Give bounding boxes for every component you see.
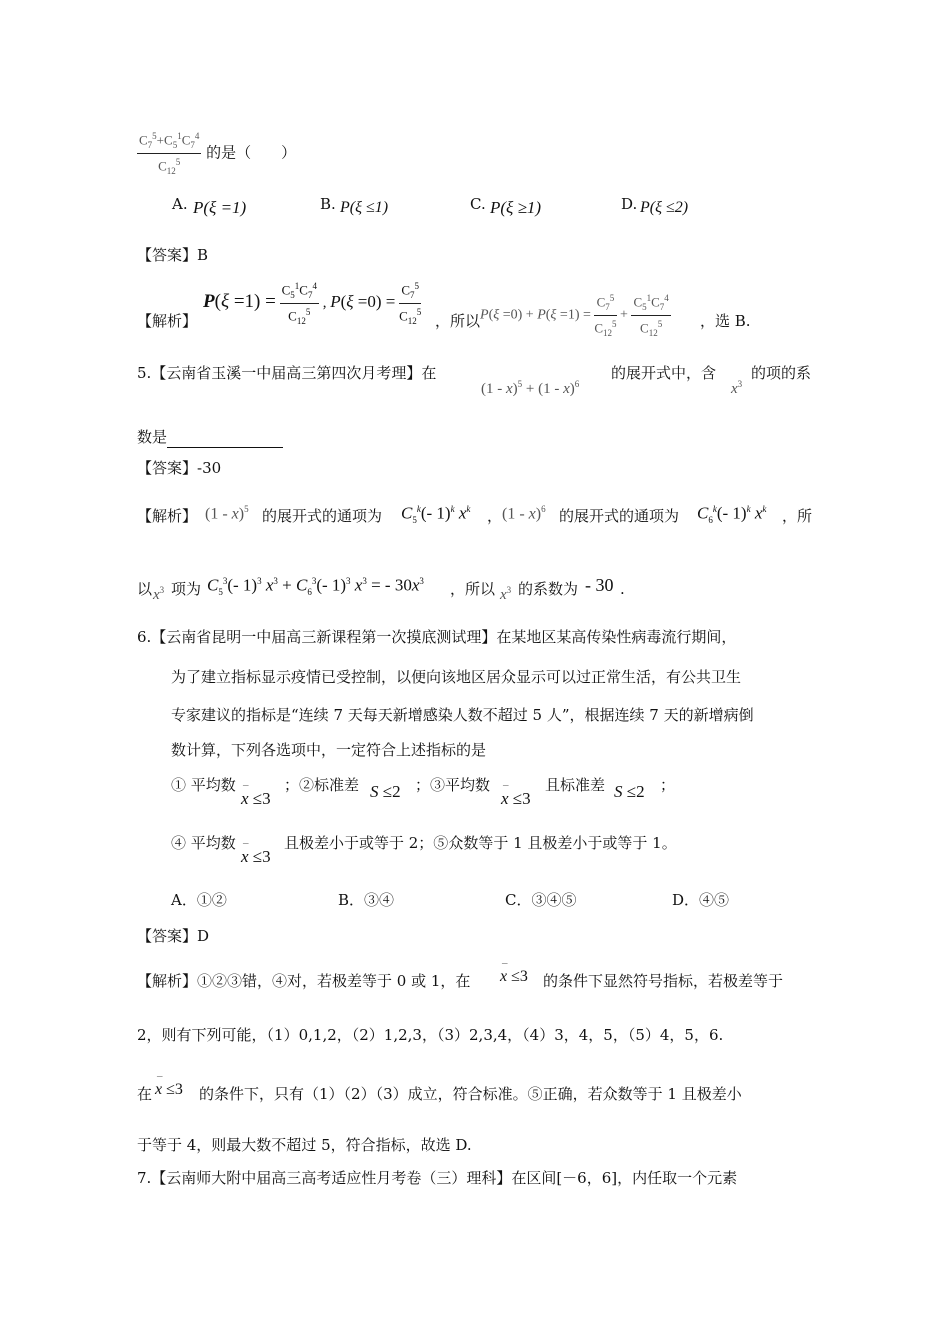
q4-answer: 【答案】B bbox=[137, 246, 209, 264]
q4-option-a: A. bbox=[172, 195, 188, 213]
q6-line4: 数计算，下列各选项中，一定符合上述指标的是 bbox=[171, 741, 487, 759]
q5-b1: 以 bbox=[137, 580, 153, 598]
q4-option-c-expr: P(ξ ≥1) bbox=[490, 198, 542, 217]
q4-option-d-expr: P(ξ ≤2) bbox=[640, 199, 689, 216]
q6-s-le2-b: S ≤2 bbox=[614, 782, 645, 801]
q6-sol-1a: 【解析】①②③错，④对，若极差等于 0 或 1，在 bbox=[137, 972, 471, 990]
q6-sol-1b: 的条件下显然符号指标，若极差等于 bbox=[543, 972, 784, 990]
q6-cond-2a: ④ 平均数 bbox=[171, 834, 236, 852]
q6-option-d: D．④⑤ bbox=[672, 891, 730, 909]
q4-fraction: $\frac{C_7^5+C_5^1C_7^4}{C_{12}^5}$ bbox=[137, 128, 201, 179]
q5-term-a: $C_5^k(-$ 1)$^k$ $x^k$ bbox=[401, 503, 471, 526]
q5-a4: ，所 bbox=[782, 507, 813, 525]
q6-mean-le3-c: – x ≤3 bbox=[241, 846, 271, 868]
q5-b6: . bbox=[620, 580, 625, 598]
q4-option-d: D. bbox=[621, 195, 638, 213]
q6-option-c: C．③④⑤ bbox=[505, 891, 577, 909]
q6-cond-1c: ；③平均数 bbox=[415, 776, 491, 794]
q5-a2: ， bbox=[487, 507, 503, 525]
q5-x3-c: $x^3$ bbox=[500, 585, 512, 603]
q6-answer: 【答案】D bbox=[137, 927, 210, 945]
q6-sol-3a: 在 bbox=[137, 1085, 153, 1103]
q6-mean-le3-b: – x ≤3 bbox=[501, 788, 531, 810]
q5-answer: 【答案】-30 bbox=[137, 459, 222, 477]
q6-cond-2b: 且极差小于或等于 2；⑤众数等于 1 且极差小于或等于 1。 bbox=[284, 834, 677, 852]
q4-analysis-end: ，选 B. bbox=[700, 312, 751, 330]
q5-analysis-label: 【解析】 bbox=[137, 507, 198, 525]
q6-line1: 6.【云南省昆明一中届高三新课程第一次摸底测试理】在某地区某高传染性病毒流行期间， bbox=[137, 628, 737, 646]
q5-sum: $C_5^3(-$ 1)$^3$ $x^3 + C_6^3(-$ 1)$^3$ $x^3$ = - $30x^3$ bbox=[207, 575, 424, 598]
q5-a3: 的展开式的通项为 bbox=[559, 507, 680, 525]
q4-option-c: C. bbox=[470, 195, 486, 213]
q5-b3: ，所以 bbox=[450, 580, 496, 598]
q6-s-le2-a: S ≤2 bbox=[370, 782, 401, 801]
q6-cond-1b: ；②标准差 bbox=[284, 776, 360, 794]
q6-sol-3b: 的条件下，只有（1）（2）（3）成立，符合标准。⑤正确，若众数等于 1 且极差小 bbox=[199, 1085, 742, 1103]
q6-cond-1e: ； bbox=[660, 776, 676, 794]
q6-option-b: B．③④ bbox=[338, 891, 395, 909]
q6-line3: 专家建议的指标是“连续 7 天每天新增感染人数不超过 5 人”，根据连续 7 天的新增病倒 bbox=[171, 706, 754, 724]
q4-option-a-expr: P(ξ =1) bbox=[193, 198, 247, 217]
q6-mean-le3-d: – x ≤3 bbox=[500, 966, 528, 988]
q4-analysis-mid: ，所以 bbox=[435, 312, 481, 330]
q5-b2: 项为 bbox=[171, 580, 202, 598]
q5-answer-blank[interactable] bbox=[167, 431, 283, 448]
q5-expr-b: (1 - x)$^6$ bbox=[502, 504, 546, 523]
q4-analysis-formula: P(ξ =1) = $\frac{C_5^1C_7^4}{C_{12}^5}$ , P(ξ =0) = $\frac{C_7^5}{C_{12}^5}$ bbox=[203, 278, 421, 329]
q6-mean-le3-a: – x ≤3 bbox=[241, 788, 271, 810]
q5-a1: 的展开式的通项为 bbox=[262, 507, 383, 525]
q5-b4: 的系数为 bbox=[518, 580, 579, 598]
q5-expr-a: (1 - x)$^5$ bbox=[205, 504, 249, 523]
q6-sol-2: 2，则有下列可能，（1）0,1,2，（2）1,2,3，（3）2,3,4，（4）3，4，5，（5）4，5，6. bbox=[137, 1026, 724, 1044]
q5-line2: 数是 bbox=[137, 426, 283, 448]
q5-head: 5.【云南省玉溪一中届高三第四次月考理】在 bbox=[137, 364, 437, 382]
q5-term-b: $C_6^k(-$ 1)$^k$ $x^k$ bbox=[697, 503, 767, 526]
q6-option-a: A．①② bbox=[171, 891, 227, 909]
q4-stem-text: 的是（ ） bbox=[206, 143, 297, 162]
q5-x3-b: $x^3$ bbox=[153, 585, 165, 603]
q4-analysis-sum: P(ξ =0) + P(ξ =1) = $\frac{C_7^5}{C_{12}^5}$ + $\frac{C_5^1C_7^4}{C_{12}^5}$ bbox=[480, 290, 671, 341]
q5-head-mid: 的展开式中，含 bbox=[611, 364, 717, 382]
q4-stem bbox=[137, 128, 296, 179]
q5-expr: (1 - x)$^5$ + (1 - x)$^6$ bbox=[481, 379, 580, 397]
q4-option-b: B. bbox=[320, 195, 336, 213]
q5-b5: - 30 bbox=[585, 575, 614, 595]
q5-x3: $x^3$ bbox=[731, 379, 743, 397]
q6-sol-4: 于等于 4，则最大数不超过 5，符合指标，故选 D. bbox=[137, 1136, 472, 1154]
q4-option-b-expr: P(ξ ≤1) bbox=[340, 199, 389, 216]
q5-head-end: 的项的系 bbox=[751, 364, 812, 382]
q4-analysis-label: 【解析】 bbox=[137, 312, 198, 330]
q6-mean-le3-e: – x ≤3 bbox=[155, 1079, 183, 1101]
q6-line2: 为了建立指标显示疫情已受控制，以便向该地区居众显示可以过正常生活，有公共卫生 bbox=[171, 668, 742, 686]
q7-line1: 7.【云南师大附中届高三高考适应性月考卷（三）理科】在区间[－6，6]，内任取一个元素 bbox=[137, 1169, 738, 1187]
q6-cond-1d: 且标准差 bbox=[545, 776, 606, 794]
q6-cond-1a: ① 平均数 bbox=[171, 776, 236, 794]
